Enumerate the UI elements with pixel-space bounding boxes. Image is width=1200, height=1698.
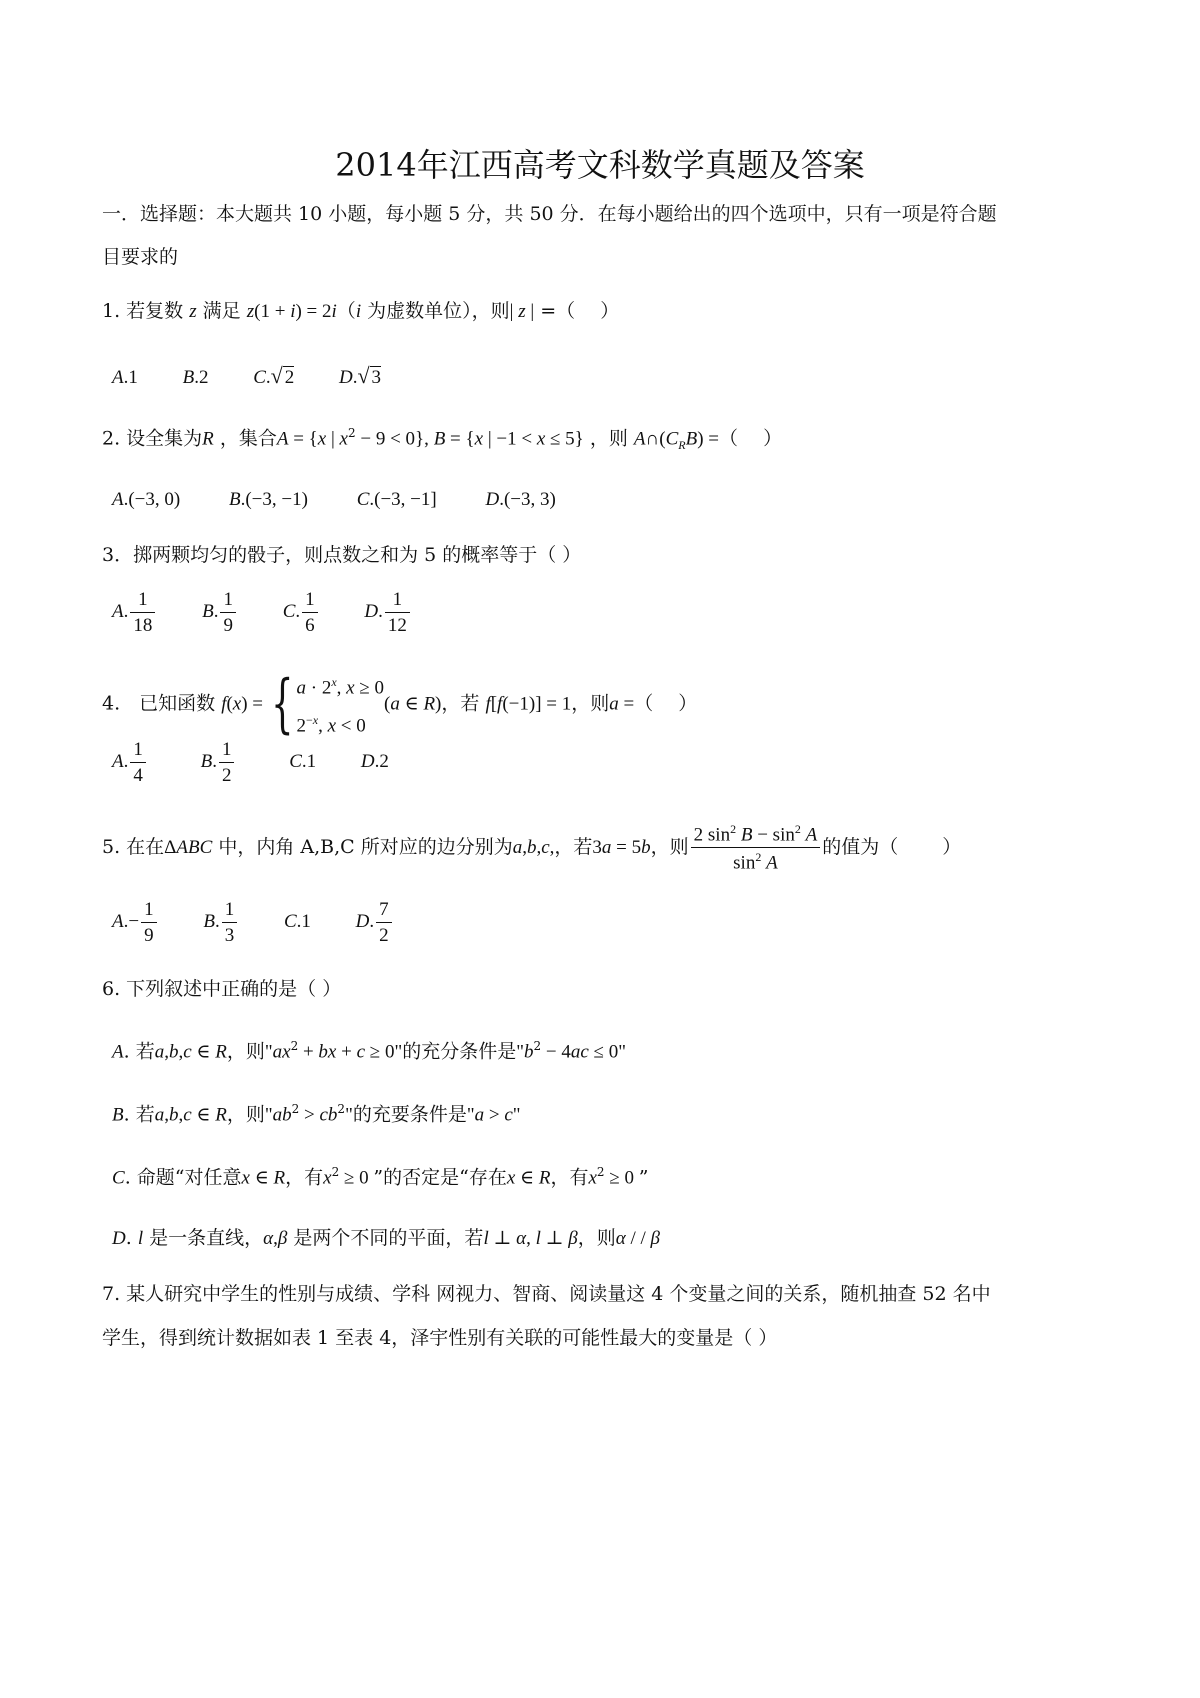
option-a: A.− $\frac{1}{9}$ (112, 911, 159, 932)
question-3-stem: 3．掷两颗均匀的骰子，则点数之和为 5 的概率等于（ ） (102, 544, 582, 566)
option-c: C.1 (289, 750, 317, 772)
section-heading-line1: 一．选择题：本大题共 10 小题，每小题 5 分，共 50 分．在每小题给出的四个选项中，只有一项是符合题 (102, 203, 997, 225)
option-b: B.(−3, −1) (228, 489, 308, 510)
page-title: 2014年江西高考文科数学真题及答案 (335, 146, 865, 184)
option-b: B.2 (182, 367, 209, 388)
question-6-stem: 6. 下列叙述中正确的是（ ） (102, 978, 342, 1000)
question-5-options (112, 900, 394, 945)
question-1-options (112, 365, 381, 387)
question-4-stem: 4. 已知函数 f(x) = { $a \cdot 2^x$, x ≥ 0 $2^{-x}$, x < 0 (a ∈ R)，若 f[f(−1)] = 1，则a =（ ） (102, 667, 698, 742)
option-b: B. $\frac{1}{3}$ (203, 911, 239, 932)
option-d: D.2 (360, 750, 389, 772)
option-c: C.1 (283, 910, 311, 932)
option-d: D.(−3, 3) (485, 489, 556, 510)
option-a: A. $\frac{1}{18}$ (112, 601, 157, 622)
option-a: A.1 (112, 367, 138, 388)
section-heading-line2: 目要求的 (102, 246, 179, 268)
question-5-stem: 5. 在在ΔABC 中，内角 A,B,C 所对应的边分别为a,b,c,，若3a = 5b，则 $\frac{2 \sin^2 B - \sin^2 A}{\sin^2 A}$ 的值为（ ） (102, 822, 962, 874)
option-d: D. $\frac{7}{2}$ (356, 911, 394, 932)
question-6-option-c: C. 命题“对任意x ∈ R，有$x^2 \ge 0$ ”的否定是“存在x ∈ R，有$x^2 \ge 0$ ” (112, 1165, 649, 1189)
option-c: C.√ 2 (253, 363, 295, 388)
question-2-options (112, 490, 556, 509)
question-4-options (112, 740, 389, 785)
question-6-option-a: A. 若a,b,c ∈ R，则"$ax^2$ + bx + c ≥ 0"的充分条件是"$b^2 - 4ac \le 0$" (112, 1039, 626, 1063)
question-6-option-d: D. l 是一条直线，α,β 是两个不同的平面，若l ⊥ α, l ⊥ β，则α / / β (112, 1227, 660, 1249)
option-a: A. $\frac{1}{4}$ (112, 751, 148, 772)
question-7-line1: 7. 某人研究中学生的性别与成绩、学科 网视力、智商、阅读量这 4 个变量之间的关系，随机抽查 52 名中 (102, 1283, 991, 1305)
option-b: B. $\frac{1}{9}$ (202, 601, 238, 622)
question-7-line2: 学生，得到统计数据如表 1 至表 4，泽宇性别有关联的可能性最大的变量是（ ） (102, 1327, 778, 1349)
option-a: A.(−3, 0) (112, 489, 181, 510)
question-2-stem: 2. 设全集为R ，集合A = {x | $x^2 - 9 < 0$}, B = {x | −1 < x ≤ 5} ，则 $A\cap(C_RB)$ =（ ） (102, 426, 783, 453)
question-3-options (112, 590, 412, 635)
option-d: D. $\frac{1}{12}$ (364, 601, 411, 622)
option-b: B. $\frac{1}{2}$ (201, 751, 237, 772)
option-c: C. $\frac{1}{6}$ (283, 601, 320, 622)
question-6-option-b: B. 若a,b,c ∈ R，则"$ab^2 > cb^2$"的充要条件是"a > c" (112, 1102, 521, 1126)
question-1-stem: 1. 若复数 z 满足 z(1 + i) = 2i（i 为虚数单位），则| z | =（ ） (102, 300, 620, 322)
option-d: D.√ 3 (338, 363, 382, 388)
option-c: C.(−3, −1] (356, 489, 437, 510)
